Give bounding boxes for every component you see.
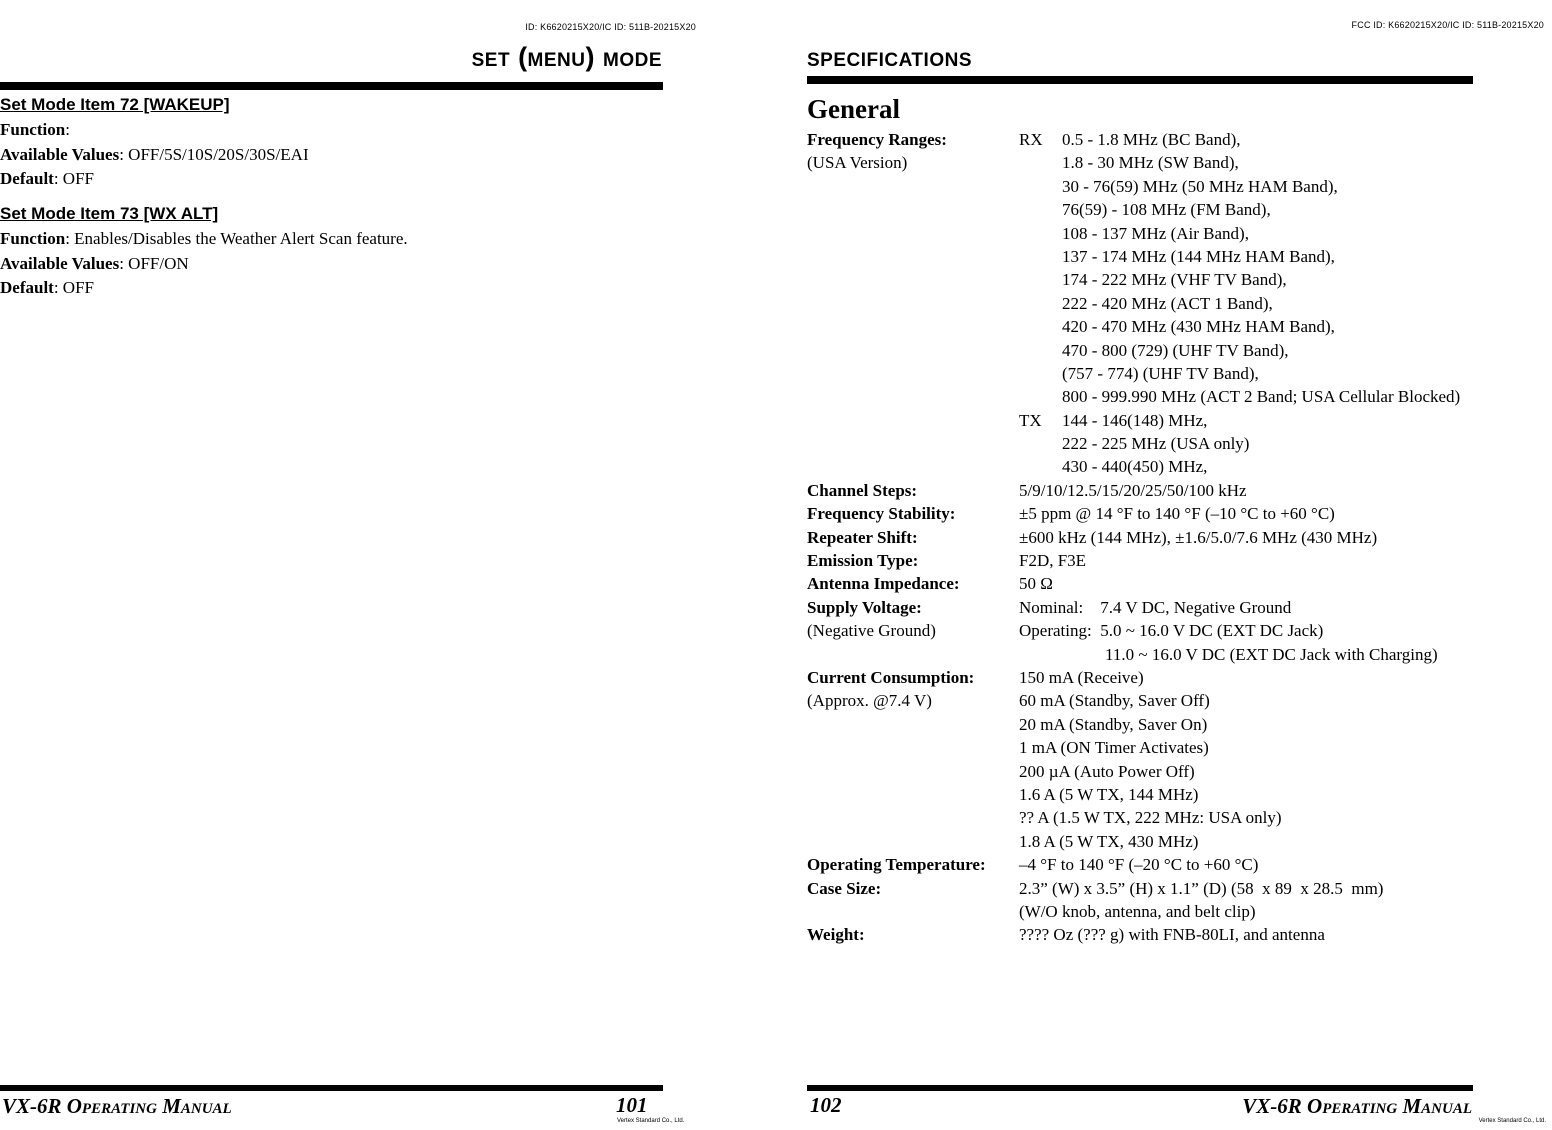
spec-value: 1.8 - 30 MHz (SW Band), <box>1062 153 1239 173</box>
default-line: Default: OFF <box>0 169 94 188</box>
spec-row <box>807 689 1487 712</box>
spec-value: 174 - 222 MHz (VHF TV Band), <box>1062 270 1287 290</box>
spec-row <box>807 479 1487 502</box>
spec-row <box>807 830 1487 853</box>
spec-row <box>807 409 1487 432</box>
spec-value: 200 µA (Auto Power Off) <box>1019 761 1195 781</box>
spec-label: Frequency Ranges: <box>807 130 947 149</box>
spec-row <box>807 502 1487 525</box>
spec-value: ?? A (1.5 W TX, 222 MHz: USA only) <box>1019 808 1282 828</box>
spec-label: Weight: <box>807 925 865 945</box>
set-mode-item-72 <box>0 94 660 192</box>
spec-value: 800 - 999.990 MHz (ACT 2 Band; USA Cellular Blocked) <box>1062 387 1461 407</box>
function-line: Function: <box>0 120 70 139</box>
spec-row <box>807 736 1487 759</box>
spec-row <box>807 268 1487 291</box>
right-page <box>800 0 1552 1130</box>
spec-row <box>807 713 1487 736</box>
section-heading: Set Mode Item 73 [WX ALT] <box>0 204 219 223</box>
spec-row <box>807 455 1487 478</box>
spec-row <box>807 596 1487 619</box>
spec-label: Antenna Impedance: <box>807 574 960 594</box>
left-page <box>0 0 700 1130</box>
fcc-id-header: ID: K6620215X20/IC ID: 511B-20215X20 <box>523 22 696 32</box>
spec-label: (Approx. @7.4 V) <box>807 691 932 711</box>
spec-value: 430 - 440(450) MHz, <box>1062 457 1208 477</box>
spec-row <box>807 362 1487 385</box>
set-mode-item-73 <box>0 203 660 301</box>
spec-prefix: RX <box>1019 130 1043 149</box>
spec-label: (Negative Ground) <box>807 621 936 641</box>
spec-row <box>807 806 1487 829</box>
spec-label: Current Consumption: <box>807 667 975 687</box>
spec-row <box>807 572 1487 595</box>
spec-value: F2D, F3E <box>1019 551 1087 571</box>
spec-row <box>807 923 1487 946</box>
spec-value: (W/O knob, antenna, and belt clip) <box>1019 901 1256 921</box>
header-rule <box>807 76 1473 84</box>
spec-value: 50 Ω <box>1019 574 1053 594</box>
spec-row <box>807 900 1487 923</box>
spec-label: Repeater Shift: <box>807 527 918 547</box>
spec-row <box>807 175 1487 198</box>
spec-value: 76(59) - 108 MHz (FM Band), <box>1062 200 1271 220</box>
publisher-credit: Vertex Standard Co., Ltd. <box>1478 1118 1546 1124</box>
spec-label: Case Size: <box>807 878 882 898</box>
page-number: 101 <box>616 1093 648 1117</box>
spec-row <box>807 432 1487 455</box>
spec-value: 1 mA (ON Timer Activates) <box>1019 738 1209 758</box>
spec-value: 0.5 - 1.8 MHz (BC Band), <box>1062 130 1241 149</box>
spec-value: 1.8 A (5 W TX, 430 MHz) <box>1019 831 1199 851</box>
specifications-table <box>807 128 1487 947</box>
fcc-id-header: FCC ID: K6620215X20/IC ID: 511B-20215X20 <box>1351 20 1544 30</box>
spec-value: 1.6 A (5 W TX, 144 MHz) <box>1019 784 1199 804</box>
spec-value: Operating: 5.0 ~ 16.0 V DC (EXT DC Jack) <box>1019 621 1324 641</box>
spec-value: 150 mA (Receive) <box>1019 667 1144 687</box>
spec-row <box>807 385 1487 408</box>
spec-prefix: TX <box>1019 410 1042 430</box>
footer-rule <box>807 1085 1473 1091</box>
spec-value: 470 - 800 (729) (UHF TV Band), <box>1062 340 1289 360</box>
spec-label: Emission Type: <box>807 551 919 571</box>
page-number: 102 <box>810 1093 842 1117</box>
spec-row <box>807 783 1487 806</box>
spec-row <box>807 760 1487 783</box>
spec-label: Supply Voltage: <box>807 597 922 617</box>
footer-manual-title: VX-6R Operating Manual <box>1242 1094 1472 1118</box>
spec-row <box>807 292 1487 315</box>
available-values-line: Available Values: OFF/ON <box>0 253 189 273</box>
spec-row <box>807 339 1487 362</box>
spec-value: 5/9/10/12.5/15/20/25/50/100 kHz <box>1019 480 1247 500</box>
spec-value: 2.3” (W) x 3.5” (H) x 1.1” (D) (58 x 89 x 28.5 mm) <box>1019 878 1384 898</box>
spec-value: 30 - 76(59) MHz (50 MHz HAM Band), <box>1062 176 1338 196</box>
header-rule <box>0 82 663 90</box>
spec-value: 420 - 470 MHz (430 MHz HAM Band), <box>1062 317 1335 337</box>
function-line: Function: Enables/Disables the Weather Alert Scan feature. <box>0 229 408 248</box>
page-title: set (menu) mode <box>471 42 662 72</box>
spec-row <box>807 315 1487 338</box>
section-heading: Set Mode Item 72 [WAKEUP] <box>0 95 230 114</box>
spec-value: 108 - 137 MHz (Air Band), <box>1062 223 1249 243</box>
spec-row <box>807 549 1487 572</box>
spec-row <box>807 526 1487 549</box>
spec-value: ±5 ppm @ 14 °F to 140 °F (–10 °C to +60 °C) <box>1019 504 1335 524</box>
spec-row <box>807 151 1487 174</box>
spec-value: 60 mA (Standby, Saver Off) <box>1019 691 1210 711</box>
page-title: specifications <box>807 42 972 72</box>
footer-rule <box>0 1085 663 1091</box>
spec-value: (757 - 774) (UHF TV Band), <box>1062 363 1259 383</box>
spec-row <box>807 853 1487 876</box>
spec-value: 222 - 225 MHz (USA only) <box>1062 434 1250 454</box>
spec-label: Operating Temperature: <box>807 855 986 875</box>
footer-manual-title: VX-6R Operating Manual <box>2 1094 232 1118</box>
spec-value: Nominal: 7.4 V DC, Negative Ground <box>1019 597 1292 617</box>
spec-row <box>807 877 1487 900</box>
spec-value: 20 mA (Standby, Saver On) <box>1019 714 1208 734</box>
publisher-credit: Vertex Standard Co., Ltd. <box>617 1118 685 1124</box>
spec-value: 11.0 ~ 16.0 V DC (EXT DC Jack with Charging) <box>1105 644 1438 664</box>
spec-label: Channel Steps: <box>807 480 918 500</box>
spec-value: ???? Oz (??? g) with FNB-80LI, and antenna <box>1019 925 1325 945</box>
spec-value: 137 - 174 MHz (144 MHz HAM Band), <box>1062 246 1335 266</box>
spec-label: Frequency Stability: <box>807 504 956 524</box>
spec-value: 144 - 146(148) MHz, <box>1062 410 1208 430</box>
spec-value: 222 - 420 MHz (ACT 1 Band), <box>1062 293 1273 313</box>
spec-row <box>807 222 1487 245</box>
spec-row <box>807 198 1487 221</box>
spec-row <box>807 666 1487 689</box>
spec-row <box>807 128 1487 151</box>
available-values-line: Available Values: OFF/5S/10S/20S/30S/EAI <box>0 144 309 164</box>
default-line: Default: OFF <box>0 278 94 297</box>
general-heading: General <box>807 94 900 124</box>
spec-value: ±600 kHz (144 MHz), ±1.6/5.0/7.6 MHz (430 MHz) <box>1019 527 1378 547</box>
spec-row <box>807 245 1487 268</box>
spec-value: –4 °F to 140 °F (–20 °C to +60 °C) <box>1019 855 1259 875</box>
spec-label: (USA Version) <box>807 153 908 173</box>
spec-row <box>807 643 1487 666</box>
spec-row <box>807 619 1487 642</box>
